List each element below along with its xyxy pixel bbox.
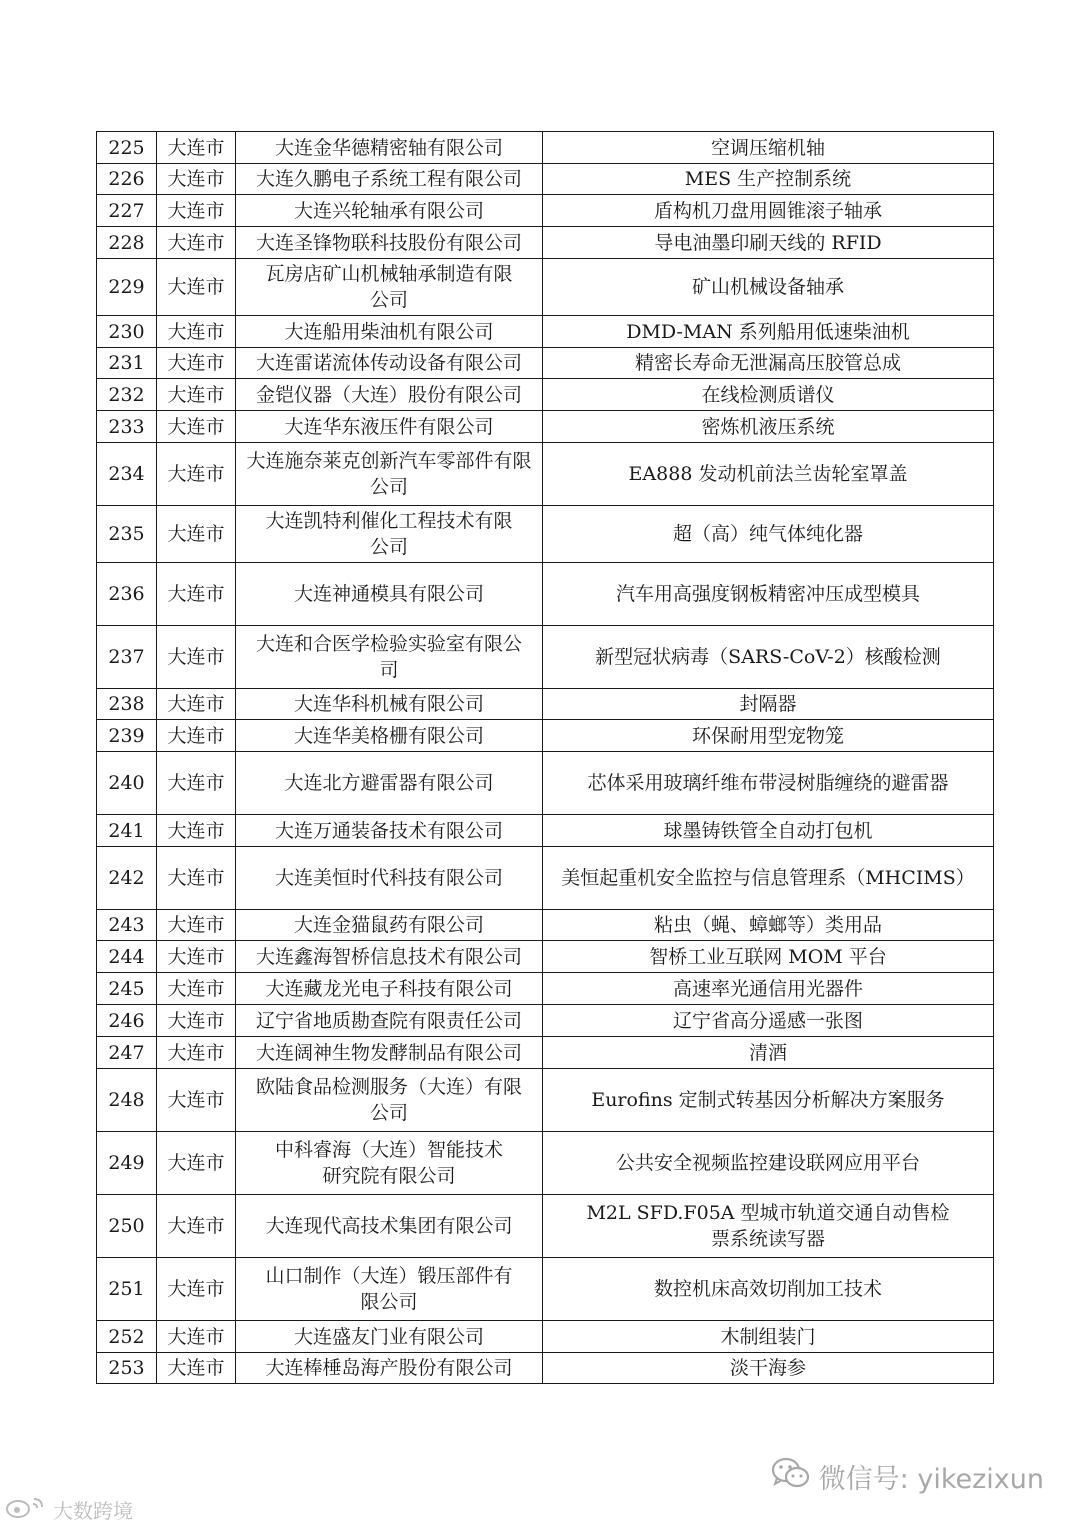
row-product: 环保耐用型宠物笼 xyxy=(543,720,994,752)
row-city: 大连市 xyxy=(157,1321,236,1353)
table-row xyxy=(97,720,994,752)
row-company: 大连现代高技术集团有限公司 xyxy=(236,1195,543,1258)
row-number: 253 xyxy=(97,1353,157,1384)
row-company: 大连久鹏电子系统工程有限公司 xyxy=(236,164,543,195)
row-number: 234 xyxy=(97,443,157,506)
row-city: 大连市 xyxy=(157,1353,236,1384)
table-row xyxy=(97,411,994,443)
row-company: 大连鑫海智桥信息技术有限公司 xyxy=(236,941,543,973)
row-product: 数控机床高效切削加工技术 xyxy=(543,1258,994,1321)
row-product: 美恒起重机安全监控与信息管理系（MHCIMS） xyxy=(543,847,994,910)
row-product: 高速率光通信用光器件 xyxy=(543,973,994,1005)
row-company: 大连金华德精密轴有限公司 xyxy=(236,132,543,164)
row-product: EA888 发动机前法兰齿轮室罩盖 xyxy=(543,443,994,506)
table-row xyxy=(97,1069,994,1132)
row-number: 229 xyxy=(97,259,157,316)
table-row xyxy=(97,259,994,316)
wechat-watermark xyxy=(771,1452,1044,1500)
table-row xyxy=(97,973,994,1005)
row-number: 241 xyxy=(97,815,157,847)
row-product: 封隔器 xyxy=(543,689,994,720)
row-company: 大连雷诺流体传动设备有限公司 xyxy=(236,348,543,379)
row-product: 矿山机械设备轴承 xyxy=(543,259,994,316)
row-company: 金铠仪器（大连）股份有限公司 xyxy=(236,379,543,411)
row-company: 大连华东液压件有限公司 xyxy=(236,411,543,443)
table-row xyxy=(97,847,994,910)
row-city: 大连市 xyxy=(157,1037,236,1069)
row-company: 中科睿海（大连）智能技术 研究院有限公司 xyxy=(236,1132,543,1195)
row-city: 大连市 xyxy=(157,259,236,316)
brand-watermark xyxy=(4,1494,133,1524)
row-product: 清酒 xyxy=(543,1037,994,1069)
row-company: 大连船用柴油机有限公司 xyxy=(236,316,543,348)
row-city: 大连市 xyxy=(157,506,236,563)
row-city: 大连市 xyxy=(157,1195,236,1258)
table-body xyxy=(97,132,994,1384)
row-number: 230 xyxy=(97,316,157,348)
row-company: 瓦房店矿山机械轴承制造有限 公司 xyxy=(236,259,543,316)
table-row xyxy=(97,348,994,379)
row-number: 248 xyxy=(97,1069,157,1132)
row-company: 大连华美格栅有限公司 xyxy=(236,720,543,752)
row-product: M2L SFD.F05A 型城市轨道交通自动售检 票系统读写器 xyxy=(543,1195,994,1258)
row-product: 新型冠状病毒（SARS-CoV-2）核酸检测 xyxy=(543,626,994,689)
row-city: 大连市 xyxy=(157,689,236,720)
row-number: 245 xyxy=(97,973,157,1005)
row-product: DMD-MAN 系列船用低速柴油机 xyxy=(543,316,994,348)
row-company: 大连金猫鼠药有限公司 xyxy=(236,910,543,941)
row-number: 252 xyxy=(97,1321,157,1353)
table-row xyxy=(97,379,994,411)
table-row xyxy=(97,1037,994,1069)
row-product: 汽车用高强度钢板精密冲压成型模具 xyxy=(543,563,994,626)
table-row xyxy=(97,316,994,348)
row-city: 大连市 xyxy=(157,941,236,973)
row-number: 231 xyxy=(97,348,157,379)
row-number: 246 xyxy=(97,1005,157,1037)
wechat-icon xyxy=(771,1456,811,1497)
table-row xyxy=(97,164,994,195)
row-company: 大连藏龙光电子科技有限公司 xyxy=(236,973,543,1005)
row-company: 大连华科机械有限公司 xyxy=(236,689,543,720)
row-product: 辽宁省高分遥感一张图 xyxy=(543,1005,994,1037)
row-city: 大连市 xyxy=(157,910,236,941)
row-company: 大连神通模具有限公司 xyxy=(236,563,543,626)
row-number: 227 xyxy=(97,195,157,227)
row-number: 226 xyxy=(97,164,157,195)
brand-watermark-text: 大数跨境 xyxy=(53,1498,133,1523)
row-number: 228 xyxy=(97,227,157,259)
table-row xyxy=(97,1258,994,1321)
row-company: 大连阔神生物发酵制品有限公司 xyxy=(236,1037,543,1069)
row-number: 239 xyxy=(97,720,157,752)
table-row xyxy=(97,1132,994,1195)
row-company: 辽宁省地质勘查院有限责任公司 xyxy=(236,1005,543,1037)
row-product: 空调压缩机轴 xyxy=(543,132,994,164)
row-product: 粘虫（蝇、蟑螂等）类用品 xyxy=(543,910,994,941)
row-product: 淡干海参 xyxy=(543,1353,994,1384)
row-city: 大连市 xyxy=(157,1258,236,1321)
row-city: 大连市 xyxy=(157,379,236,411)
table-row xyxy=(97,1005,994,1037)
row-company: 山口制作（大连）锻压部件有 限公司 xyxy=(236,1258,543,1321)
row-number: 233 xyxy=(97,411,157,443)
row-company: 大连盛友门业有限公司 xyxy=(236,1321,543,1353)
row-product: 公共安全视频监控建设联网应用平台 xyxy=(543,1132,994,1195)
weibo-icon xyxy=(4,1495,48,1524)
row-number: 240 xyxy=(97,752,157,815)
row-company: 大连凯特利催化工程技术有限 公司 xyxy=(236,506,543,563)
row-number: 238 xyxy=(97,689,157,720)
table-row xyxy=(97,910,994,941)
row-city: 大连市 xyxy=(157,1132,236,1195)
row-number: 249 xyxy=(97,1132,157,1195)
row-city: 大连市 xyxy=(157,752,236,815)
table-row xyxy=(97,227,994,259)
row-product: 在线检测质谱仪 xyxy=(543,379,994,411)
table-row xyxy=(97,195,994,227)
row-city: 大连市 xyxy=(157,847,236,910)
row-product: 木制组装门 xyxy=(543,1321,994,1353)
row-city: 大连市 xyxy=(157,815,236,847)
row-city: 大连市 xyxy=(157,1069,236,1132)
row-product: 智桥工业互联网 MOM 平台 xyxy=(543,941,994,973)
row-number: 247 xyxy=(97,1037,157,1069)
table-row xyxy=(97,752,994,815)
row-product: MES 生产控制系统 xyxy=(543,164,994,195)
row-city: 大连市 xyxy=(157,227,236,259)
table-row xyxy=(97,563,994,626)
table-row xyxy=(97,626,994,689)
row-city: 大连市 xyxy=(157,626,236,689)
row-product: 盾构机刀盘用圆锥滚子轴承 xyxy=(543,195,994,227)
row-company: 大连圣锋物联科技股份有限公司 xyxy=(236,227,543,259)
product-table xyxy=(96,131,994,1384)
row-city: 大连市 xyxy=(157,411,236,443)
row-number: 236 xyxy=(97,563,157,626)
row-city: 大连市 xyxy=(157,1005,236,1037)
table-row xyxy=(97,815,994,847)
row-city: 大连市 xyxy=(157,348,236,379)
table-row xyxy=(97,443,994,506)
table-row xyxy=(97,132,994,164)
row-city: 大连市 xyxy=(157,720,236,752)
row-company: 大连美恒时代科技有限公司 xyxy=(236,847,543,910)
row-city: 大连市 xyxy=(157,973,236,1005)
row-company: 大连棒棰岛海产股份有限公司 xyxy=(236,1353,543,1384)
row-city: 大连市 xyxy=(157,443,236,506)
wechat-id-text: 微信号: yikezixun xyxy=(818,1463,1044,1495)
table-row xyxy=(97,689,994,720)
table-row xyxy=(97,1353,994,1384)
row-product: 芯体采用玻璃纤维布带浸树脂缠绕的避雷器 xyxy=(543,752,994,815)
row-number: 244 xyxy=(97,941,157,973)
table-row xyxy=(97,1321,994,1353)
table-row xyxy=(97,941,994,973)
row-number: 243 xyxy=(97,910,157,941)
table-row xyxy=(97,506,994,563)
row-city: 大连市 xyxy=(157,195,236,227)
row-company: 大连万通装备技术有限公司 xyxy=(236,815,543,847)
table-row xyxy=(97,1195,994,1258)
row-number: 250 xyxy=(97,1195,157,1258)
row-company: 大连北方避雷器有限公司 xyxy=(236,752,543,815)
row-product: 密炼机液压系统 xyxy=(543,411,994,443)
row-city: 大连市 xyxy=(157,563,236,626)
row-city: 大连市 xyxy=(157,316,236,348)
row-product: 超（高）纯气体纯化器 xyxy=(543,506,994,563)
row-number: 242 xyxy=(97,847,157,910)
row-company: 大连施奈莱克创新汽车零部件有限 公司 xyxy=(236,443,543,506)
row-number: 237 xyxy=(97,626,157,689)
row-number: 235 xyxy=(97,506,157,563)
row-product: Eurofins 定制式转基因分析解决方案服务 xyxy=(543,1069,994,1132)
row-product: 精密长寿命无泄漏高压胶管总成 xyxy=(543,348,994,379)
row-city: 大连市 xyxy=(157,132,236,164)
row-product: 球墨铸铁管全自动打包机 xyxy=(543,815,994,847)
row-product: 导电油墨印刷天线的 RFID xyxy=(543,227,994,259)
row-number: 251 xyxy=(97,1258,157,1321)
row-company: 欧陆食品检测服务（大连）有限 公司 xyxy=(236,1069,543,1132)
row-number: 232 xyxy=(97,379,157,411)
row-company: 大连兴轮轴承有限公司 xyxy=(236,195,543,227)
row-number: 225 xyxy=(97,132,157,164)
row-city: 大连市 xyxy=(157,164,236,195)
row-company: 大连和合医学检验实验室有限公 司 xyxy=(236,626,543,689)
